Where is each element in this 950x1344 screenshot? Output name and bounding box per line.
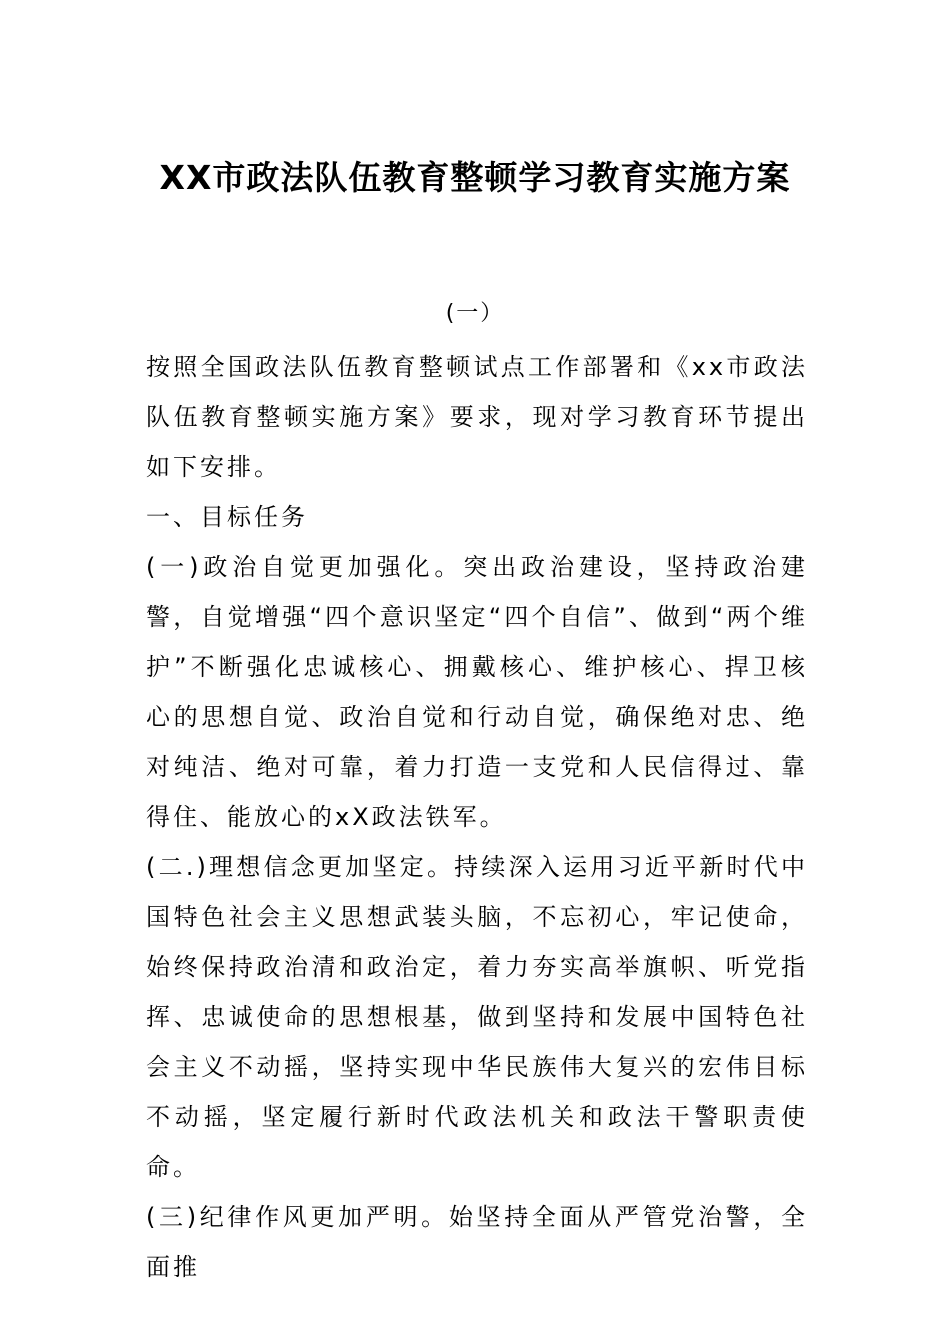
- paragraph-political: (一)政治自觉更加强化。突出政治建设，坚持政治建警，自觉增强“四个意识坚定“四个自信”、做到“两个维护”不断强化忠诚核心、拥戴核心、维护核心、捍卫核心的思想自觉、政治自觉和行动自觉，确保绝对忠、绝对纯洁、绝对可靠，着力打造一支党和人民信得过、靠得住、能放心的xX政法铁军。: [146, 553, 808, 831]
- heading-goals: 一、目标任务: [146, 503, 308, 531]
- document-body: [146, 342, 808, 1292]
- paragraph-ideals: (二.)理想信念更加坚定。持续深入运用习近平新时代中国特色社会主义思想武装头脑，不忘初心，牢记使命，始终保持政治清和政治定，着力夯实高举旗帜、听党指挥、忠诚使命的思想根基，做到坚持和发展中国特色社会主义不动摇，坚持实现中华民族伟大复兴的宏伟目标不动摇，坚定履行新时代政法机关和政法干警职责使命。: [146, 853, 808, 1181]
- section-marker: (一）: [445, 301, 505, 326]
- intro-paragraph: 按照全国政法队伍教育整顿试点工作部署和《xx市政法队伍教育整顿实施方案》要求，现对学习教育环节提出如下安排。: [146, 353, 808, 481]
- paragraph-discipline: (三)纪律作风更加严明。始坚持全面从严管党治警，全面推: [146, 1203, 808, 1281]
- document-title: XX市政法队伍教育整顿学习教育实施方案: [159, 158, 791, 197]
